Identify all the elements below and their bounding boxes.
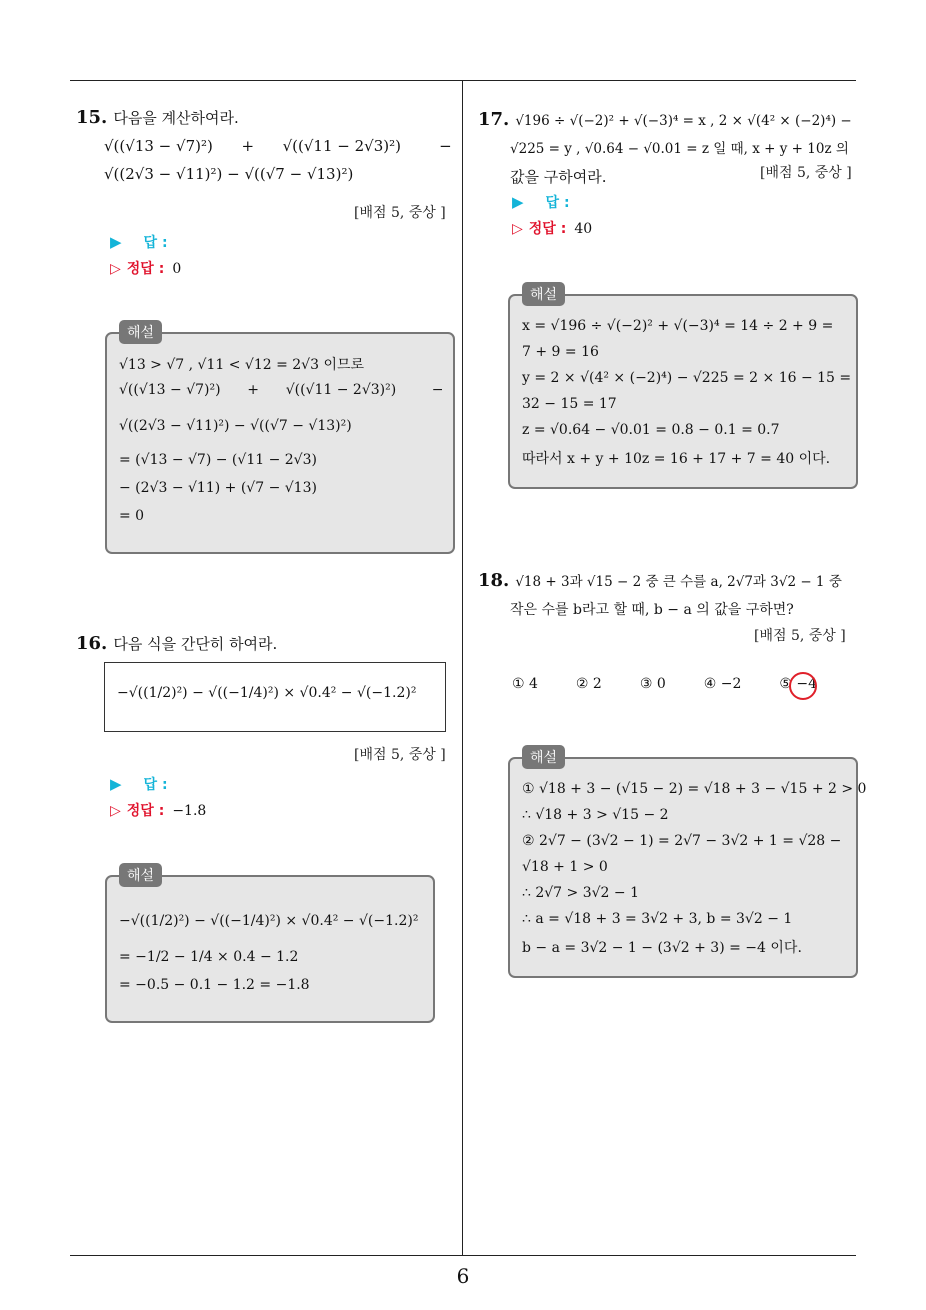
choice-4[interactable]: ④ −2	[703, 676, 742, 692]
explanation-line: ② 2√7 − (3√2 − 1) = 2√7 − 3√2 + 1 = √28 −	[522, 833, 842, 849]
explanation-line: y = 2 × √(4² × (−2)⁴) − √225 = 2 × 16 − 15 =	[522, 370, 852, 386]
explanation-line: √18 + 1 > 0	[522, 859, 608, 875]
explanation-line: √((√13 − √7)²) + √((√11 − 2√3)²) −	[119, 382, 444, 398]
answer-label: 답 :	[545, 195, 570, 211]
choice-5[interactable]: ⑤ −4	[779, 676, 818, 692]
expression-line: √((2√3 − √11)²) − √((√7 − √13)²)	[104, 165, 354, 183]
explanation-line: = −1/2 − 1/4 × 0.4 − 1.2	[119, 949, 299, 965]
question-prompt: √225 = y , √0.64 − √0.01 = z 일 때, x + y + 10z 의	[510, 141, 849, 157]
play-triangle-icon: ▶	[512, 193, 524, 211]
explanation-line: x = √196 ÷ √(−2)² + √(−3)⁴ = 14 ÷ 2 + 9 =	[522, 318, 834, 334]
explanation-line: = (√13 − √7) − (√11 − 2√3)	[119, 452, 317, 468]
page-number: 6	[456, 1264, 470, 1288]
explanation-line: ① √18 + 3 − (√15 − 2) = √18 + 3 − √15 + 2 > 0	[522, 781, 867, 797]
question-prompt: 작은 수를 b라고 할 때, b − a 의 값을 구하면?	[510, 602, 794, 618]
explanation-tag: 해설	[119, 863, 162, 887]
explanation-line: b − a = 3√2 − 1 − (3√2 + 3) = −4 이다.	[522, 940, 802, 956]
explanation-line: 7 + 9 = 16	[522, 344, 599, 360]
answer-label: 답 :	[143, 235, 168, 251]
explanation-tag: 해설	[119, 320, 162, 344]
explanation-box	[105, 868, 435, 1023]
question-number: 17.	[478, 109, 510, 130]
choice-3[interactable]: ③ 0	[639, 676, 666, 692]
explanation-box	[508, 750, 867, 978]
expression: −√((1/2)²) − √((−1/4)²) × √0.4² − √(−1.2)²	[117, 685, 417, 701]
explanation-line: ∴ √18 + 3 > √15 − 2	[522, 807, 669, 823]
explanation-line: = −0.5 − 0.1 − 1.2 = −1.8	[119, 977, 310, 993]
explanation-line: = 0	[119, 508, 145, 524]
top-rule	[70, 80, 856, 81]
selected-answer-circle	[789, 672, 817, 700]
choice-2[interactable]: ② 2	[575, 676, 602, 692]
explanation-line: √((2√3 − √11)²) − √((√7 − √13)²)	[119, 418, 352, 434]
score-meta: [배점 5, 중상 ]	[354, 205, 446, 221]
column-divider	[462, 80, 463, 1255]
explanation-tag: 해설	[522, 282, 565, 306]
question-prompt: 다음 식을 간단히 하여라.	[113, 635, 278, 653]
correct-answer-row	[512, 218, 592, 238]
question-15	[76, 104, 456, 188]
choice-list	[512, 676, 817, 692]
score-meta: [배점 5, 중상 ]	[354, 747, 446, 763]
correct-label: 정답 :	[528, 221, 567, 237]
question-prompt: √18 + 3과 √15 − 2 중 큰 수를 a, 2√7과 3√2 − 1 중	[515, 574, 842, 590]
answer-label: 답 :	[143, 777, 168, 793]
choice-1[interactable]: ① 4	[512, 676, 538, 692]
question-prompt: 다음을 계산하여라.	[113, 109, 239, 127]
question-number: 18.	[478, 570, 510, 591]
outline-triangle-icon: ▷	[110, 261, 121, 277]
correct-value: 0	[172, 261, 182, 277]
explanation-line: 32 − 15 = 17	[522, 396, 617, 412]
explanation-line: − (2√3 − √11) + (√7 − √13)	[119, 480, 317, 496]
explanation-line: √13 > √7 , √11 < √12 = 2√3 이므로	[119, 357, 365, 373]
explanation-box	[105, 325, 455, 554]
explanation-line: −√((1/2)²) − √((−1/4)²) × √0.4² − √(−1.2)²	[119, 913, 419, 929]
question-prompt: 값을 구하여라.	[510, 168, 607, 186]
correct-answer-row	[110, 258, 181, 278]
play-triangle-icon: ▶	[110, 233, 122, 251]
correct-answer-row	[110, 800, 206, 820]
correct-label: 정답 :	[126, 803, 165, 819]
correct-label: 정답 :	[126, 261, 165, 277]
correct-value: 40	[574, 221, 593, 237]
score-meta: [배점 5, 중상 ]	[754, 628, 846, 644]
score-meta: [배점 5, 중상 ]	[760, 165, 852, 181]
answer-row	[110, 232, 168, 252]
answer-row	[110, 774, 168, 794]
play-triangle-icon: ▶	[110, 775, 122, 793]
question-number: 15.	[76, 107, 108, 128]
outline-triangle-icon: ▷	[512, 221, 523, 237]
question-prompt: √196 ÷ √(−2)² + √(−3)⁴ = x , 2 × √(4² × (−2)⁴) −	[515, 113, 852, 129]
question-18	[478, 567, 858, 624]
bottom-rule	[70, 1255, 856, 1256]
expression-frame	[104, 662, 446, 732]
correct-value: −1.8	[172, 803, 207, 819]
question-number: 16.	[76, 633, 108, 654]
explanation-tag: 해설	[522, 745, 565, 769]
expression-line: √((√13 − √7)²) + √((√11 − 2√3)²) −	[104, 137, 452, 155]
answer-row	[512, 192, 570, 212]
explanation-line: 따라서 x + y + 10z = 16 + 17 + 7 = 40 이다.	[522, 451, 831, 467]
explanation-line: z = √0.64 − √0.01 = 0.8 − 0.1 = 0.7	[522, 422, 780, 438]
explanation-line: ∴ a = √18 + 3 = 3√2 + 3, b = 3√2 − 1	[522, 911, 793, 927]
explanation-box	[508, 287, 858, 489]
outline-triangle-icon: ▷	[110, 803, 121, 819]
question-16	[76, 630, 456, 658]
explanation-line: ∴ 2√7 > 3√2 − 1	[522, 885, 639, 901]
